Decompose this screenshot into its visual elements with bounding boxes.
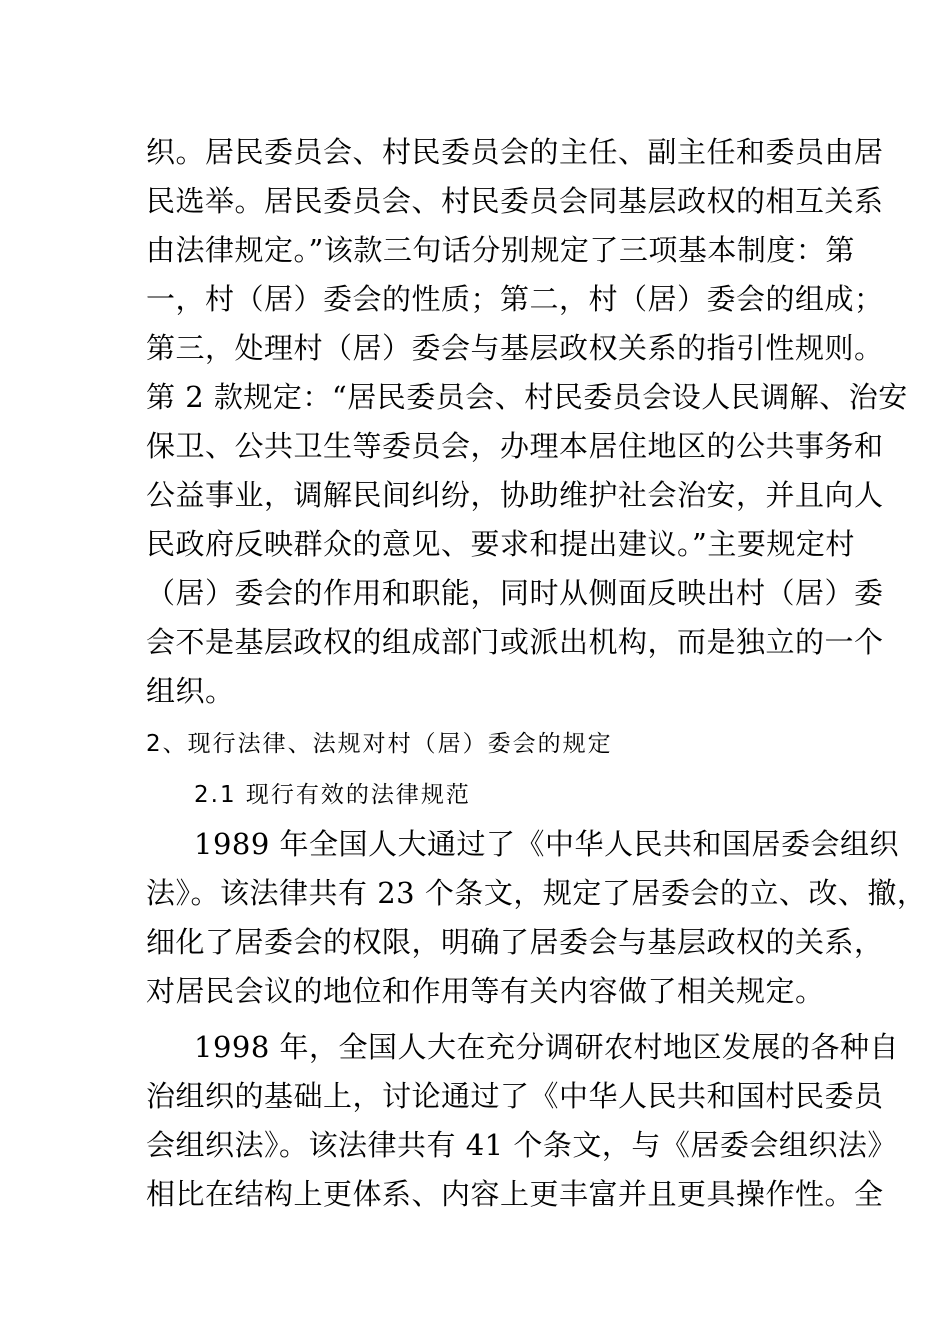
- text-line: 对居民会议的地位和作用等有关内容做了相关规定。: [146, 974, 825, 1008]
- text-line: 第 2 款规定：“居民委员会、村民委员会设人民调解、治安: [146, 380, 908, 414]
- subsection-heading: 2.1 现行有效的法律规范: [194, 782, 471, 808]
- text-line: 会不是基层政权的组成部门或派出机构，而是独立的一个: [146, 625, 884, 659]
- text-line: 治组织的基础上，讨论通过了《中华人民共和国村民委员: [146, 1079, 884, 1113]
- text-line: 法》。该法律共有 23 个条文，规定了居委会的立、改、撤，: [146, 876, 927, 910]
- text-line: 织。居民委员会、村民委员会的主任、副主任和委员由居: [146, 135, 884, 169]
- text-line: 民选举。居民委员会、村民委员会同基层政权的相互关系: [146, 184, 884, 218]
- text-line: 组织。: [146, 674, 235, 708]
- text-line: （居）委会的作用和职能，同时从侧面反映出村（居）委: [146, 576, 884, 610]
- text-line: 1989 年全国人大通过了《中华人民共和国居委会组织: [194, 827, 900, 861]
- text-line: 相比在结构上更体系、内容上更丰富并且更具操作性。全: [146, 1177, 884, 1211]
- text-line: 公益事业，调解民间纠纷，协助维护社会治安，并且向人: [146, 478, 884, 512]
- text-line: 一，村（居）委会的性质；第二，村（居）委会的组成；: [146, 282, 884, 316]
- text-line: 第三，处理村（居）委会与基层政权关系的指引性规则。: [146, 331, 884, 365]
- text-line: 民政府反映群众的意见、要求和提出建议。”主要规定村: [146, 527, 855, 561]
- text-line: 会组织法》。该法律共有 41 个条文，与《居委会组织法》: [146, 1128, 897, 1162]
- text-line: 保卫、公共卫生等委员会，办理本居住地区的公共事务和: [146, 429, 884, 463]
- section-heading: 2、现行法律、法规对村（居）委会的规定: [146, 731, 613, 757]
- text-line: 细化了居委会的权限，明确了居委会与基层政权的关系，: [146, 925, 884, 959]
- text-line: 由法律规定。”该款三句话分别规定了三项基本制度：第: [146, 233, 855, 267]
- text-line: 1998 年，全国人大在充分调研农村地区发展的各种自: [194, 1030, 900, 1064]
